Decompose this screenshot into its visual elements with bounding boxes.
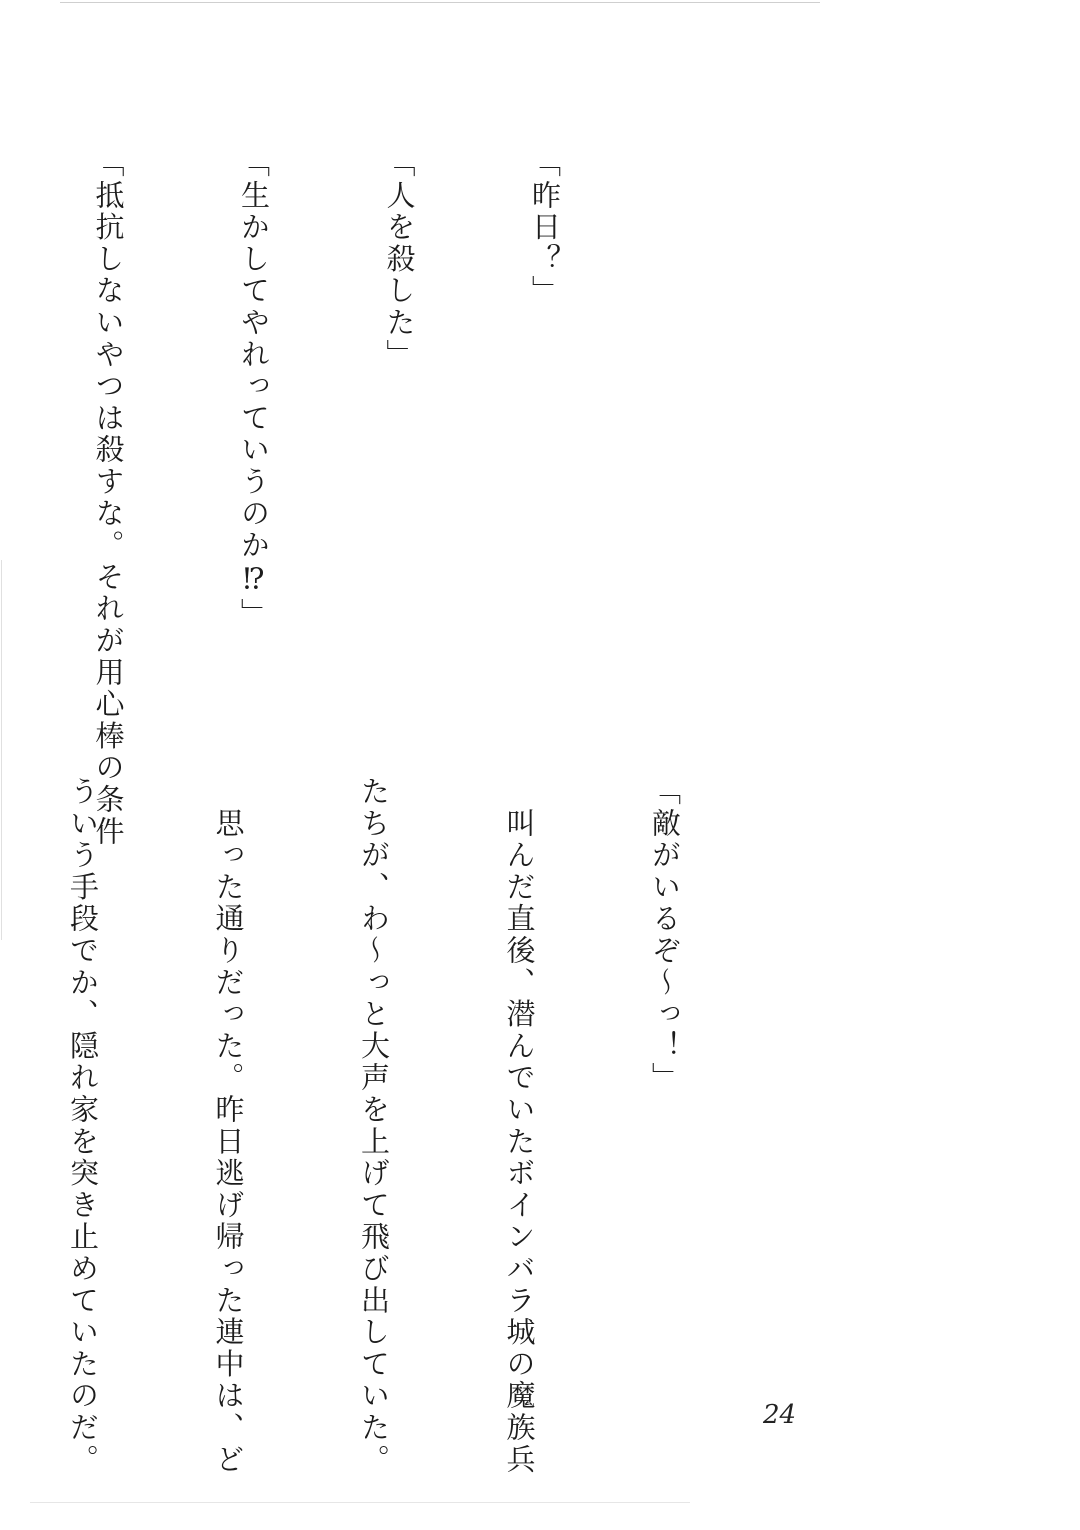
text-line: 「人を殺した」 [382,148,417,371]
page-number: 24 [763,1400,797,1430]
text-line: ういう手段でか、隠れ家を突き止めていたのだ。 [66,776,100,1476]
text-line: 「生かしてやれっていうのか⁉」 [237,148,271,630]
text-line: 「抵抗しないやつは殺すな。それが用心棒の条件 [91,148,126,848]
scan-edge-top [60,2,820,3]
scan-edge-bottom [30,1502,690,1503]
text-line: 思った通りだった。昨日逃げ帰った連中は、ど [211,776,246,1476]
upper-text-block [0,148,666,848]
text-line: たちが、わ～っと大声を上げて飛び出していた。 [357,776,391,1476]
text-line: 「敵がいるぞ～っ！」 [648,776,682,1094]
text-line: 叫んだ直後、潜んでいたボインバラ城の魔族兵 [502,776,537,1476]
text-line: 「昨日？」 [528,148,562,307]
